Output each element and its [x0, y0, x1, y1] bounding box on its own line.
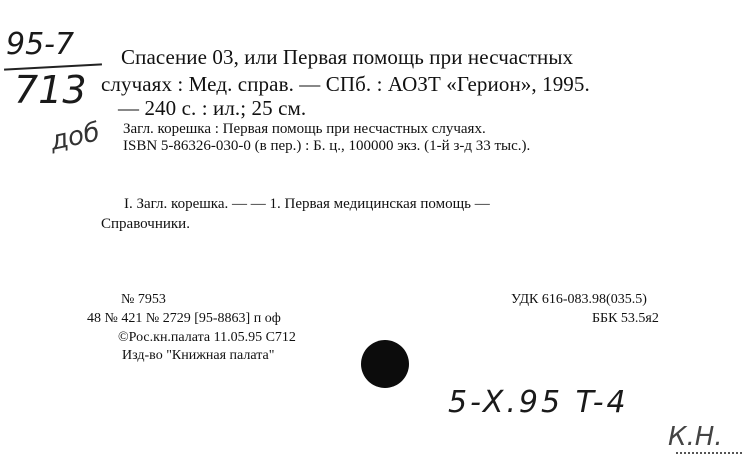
card-edge-dots — [676, 452, 742, 454]
call-number-bottom: 713 — [14, 68, 87, 112]
handwritten-note: 5-X.95 T-4 — [448, 385, 629, 420]
title-line-2: случаях : Мед. справ. — СПб. : АОЗТ «Герион», 1995. — [101, 72, 590, 96]
bbk-code: ББК 53.5я2 — [592, 311, 659, 326]
tracings-line-1: I. Загл. корешка. — — 1. Первая медицинская помощь — — [124, 196, 490, 212]
isbn-line: ISBN 5-86326-030-0 (в пер.) : Б. ц., 100000 экз. (1-й з-д 33 тыс.). — [123, 138, 531, 154]
title-line-3: — 240 с. : ил.; 25 см. — [118, 96, 307, 120]
handwritten-scribble: доб — [47, 117, 103, 157]
registry-number: № 7953 — [121, 292, 166, 307]
spine-title-note: Загл. корешка : Первая помощь при несчастных случаях. — [123, 121, 486, 137]
punch-hole — [361, 340, 409, 388]
title-line-1: Спасение 03, или Первая помощь при несчастных — [121, 45, 574, 69]
registry-line-2: 48 № 421 № 2729 [95-8863] п оф — [87, 311, 281, 326]
udk-code: УДК 616-083.98(035.5) — [511, 292, 647, 307]
call-number-top: 95-7 — [6, 27, 75, 62]
handwritten-initials: К.Н. — [668, 422, 723, 452]
copyright-line: ©Рос.кн.палата 11.05.95 С712 — [118, 330, 296, 345]
publisher-line: Изд-во "Книжная палата" — [122, 348, 275, 363]
tracings-line-2: Справочники. — [101, 216, 190, 232]
